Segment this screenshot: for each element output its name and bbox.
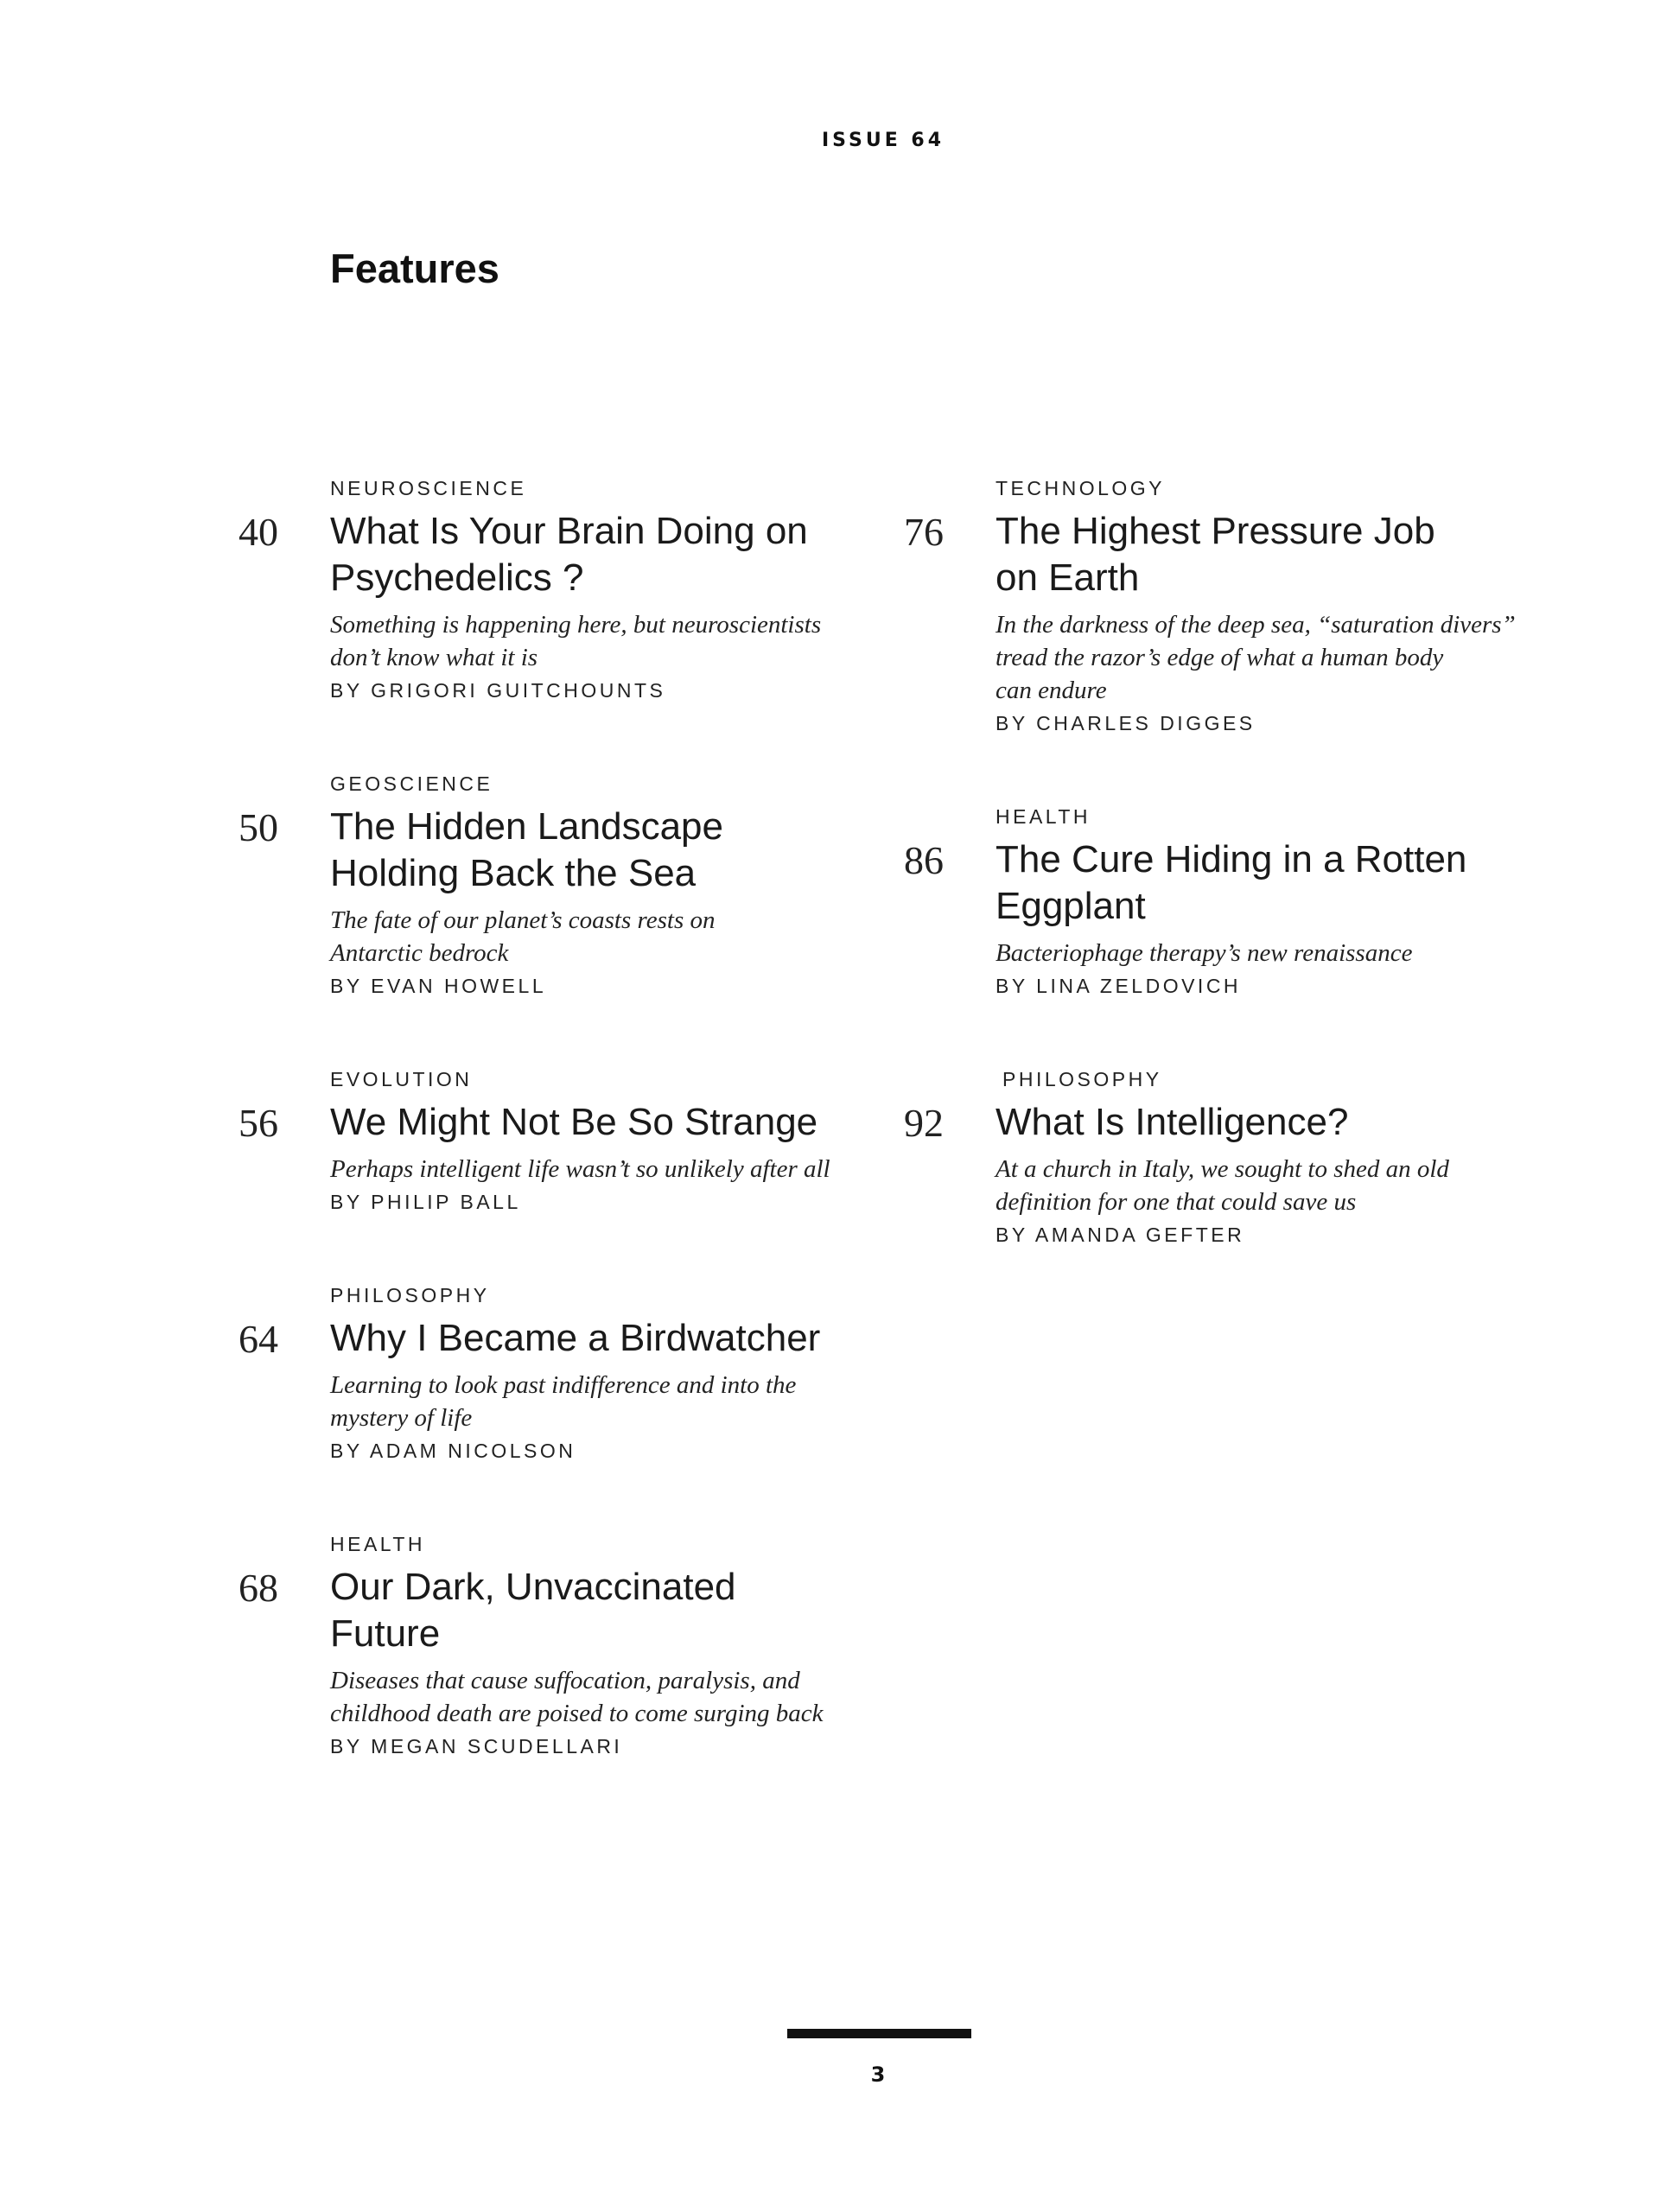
feature-entry-highest-pressure-job[interactable] <box>904 475 1549 738</box>
feature-dek <box>330 1153 866 1185</box>
feature-dek-line: Diseases that cause suffocation, paralysis, and <box>330 1667 800 1694</box>
feature-dek-line: In the darkness of the deep sea, “saturation divers” <box>996 611 1516 639</box>
feature-byline: BY CHARLES DIGGES <box>996 712 1256 734</box>
feature-title-line: Holding Back the Sea <box>330 852 697 894</box>
feature-page-number: 68 <box>239 1566 278 1610</box>
feature-title[interactable] <box>330 804 866 897</box>
feature-title-line: on Earth <box>996 556 1140 599</box>
feature-entry-hidden-landscape[interactable] <box>239 771 866 1001</box>
feature-title-line: What Is Your Brain Doing on <box>330 510 808 552</box>
feature-dek-line: Learning to look past indifference and into the <box>330 1371 797 1399</box>
feature-page-number: 76 <box>904 510 944 554</box>
feature-entry-unvaccinated-future[interactable] <box>239 1531 866 1761</box>
feature-category: PHILOSOPHY <box>330 1284 490 1306</box>
footer-rule <box>787 2029 971 2038</box>
feature-title-line: Future <box>330 1612 441 1655</box>
issue-label: ISSUE 64 <box>821 130 945 151</box>
feature-page-number: 86 <box>904 838 944 882</box>
feature-byline: BY GRIGORI GUITCHOUNTS <box>330 679 666 702</box>
feature-title[interactable] <box>330 1315 866 1362</box>
feature-title[interactable] <box>330 1099 866 1146</box>
feature-page-number: 92 <box>904 1101 944 1145</box>
feature-byline: BY AMANDA GEFTER <box>996 1224 1245 1246</box>
feature-dek <box>996 608 1549 707</box>
feature-page-number: 50 <box>239 805 278 849</box>
feature-entry-not-so-strange[interactable] <box>239 1066 866 1217</box>
feature-title[interactable] <box>330 1564 866 1657</box>
feature-dek <box>996 1153 1549 1218</box>
feature-dek-line: Perhaps intelligent life wasn’t so unlikely after all <box>330 1155 830 1183</box>
feature-dek <box>996 937 1549 969</box>
feature-category: PHILOSOPHY <box>1002 1068 1162 1090</box>
feature-dek-line: mystery of life <box>330 1404 473 1432</box>
feature-category: EVOLUTION <box>330 1068 473 1090</box>
feature-category: NEUROSCIENCE <box>330 477 527 499</box>
feature-title-line: The Cure Hiding in a Rotten <box>996 838 1467 880</box>
feature-category: GEOSCIENCE <box>330 772 493 795</box>
feature-dek <box>330 608 866 674</box>
feature-dek-line: tread the razor’s edge of what a human body <box>996 644 1444 671</box>
feature-category: HEALTH <box>996 805 1091 828</box>
feature-title-line: Our Dark, Unvaccinated <box>330 1566 736 1608</box>
section-title: Features <box>330 245 499 291</box>
feature-dek-line: At a church in Italy, we sought to shed an old <box>996 1155 1449 1183</box>
feature-byline: BY MEGAN SCUDELLARI <box>330 1735 623 1758</box>
feature-dek <box>330 904 866 969</box>
feature-entry-birdwatcher[interactable] <box>239 1282 866 1465</box>
feature-dek-line: Bacteriophage therapy’s new renaissance <box>996 939 1413 967</box>
feature-byline: BY EVAN HOWELL <box>330 975 547 997</box>
feature-title-line: The Highest Pressure Job <box>996 510 1435 552</box>
feature-title[interactable] <box>996 508 1549 601</box>
feature-byline: BY PHILIP BALL <box>330 1191 521 1213</box>
feature-byline: BY ADAM NICOLSON <box>330 1440 576 1462</box>
feature-byline: BY LINA ZELDOVICH <box>996 975 1242 997</box>
feature-title-line: Why I Became a Birdwatcher <box>330 1317 821 1359</box>
feature-title-line: Eggplant <box>996 885 1146 927</box>
feature-page-number: 40 <box>239 510 278 554</box>
feature-dek <box>330 1369 866 1434</box>
feature-dek <box>330 1664 866 1730</box>
feature-dek-line: Antarctic bedrock <box>330 939 509 967</box>
feature-title[interactable] <box>996 1099 1549 1146</box>
feature-dek-line: childhood death are poised to come surging back <box>330 1700 824 1727</box>
feature-entry-brain-psychedelics[interactable] <box>239 475 866 705</box>
feature-category: HEALTH <box>330 1533 426 1555</box>
feature-title-line: The Hidden Landscape <box>330 805 723 848</box>
feature-page-number: 56 <box>239 1101 278 1145</box>
feature-entry-what-is-intelligence[interactable] <box>904 1066 1549 1249</box>
feature-dek-line: The fate of our planet’s coasts rests on <box>330 906 716 934</box>
feature-dek-line: definition for one that could save us <box>996 1188 1357 1216</box>
feature-dek-line: can endure <box>996 677 1107 704</box>
feature-title-line: Psychedelics ? <box>330 556 584 599</box>
feature-title[interactable] <box>996 836 1549 930</box>
feature-title[interactable] <box>330 508 866 601</box>
feature-category: TECHNOLOGY <box>996 477 1166 499</box>
feature-dek-line: don’t know what it is <box>330 644 538 671</box>
feature-title-line: What Is Intelligence? <box>996 1101 1349 1143</box>
feature-title-line: We Might Not Be So Strange <box>330 1101 818 1143</box>
feature-entry-rotten-eggplant[interactable] <box>904 804 1549 1001</box>
feature-page-number: 64 <box>239 1317 278 1361</box>
feature-dek-line: Something is happening here, but neuroscientists <box>330 611 822 639</box>
page-number: 3 <box>870 2063 886 2087</box>
